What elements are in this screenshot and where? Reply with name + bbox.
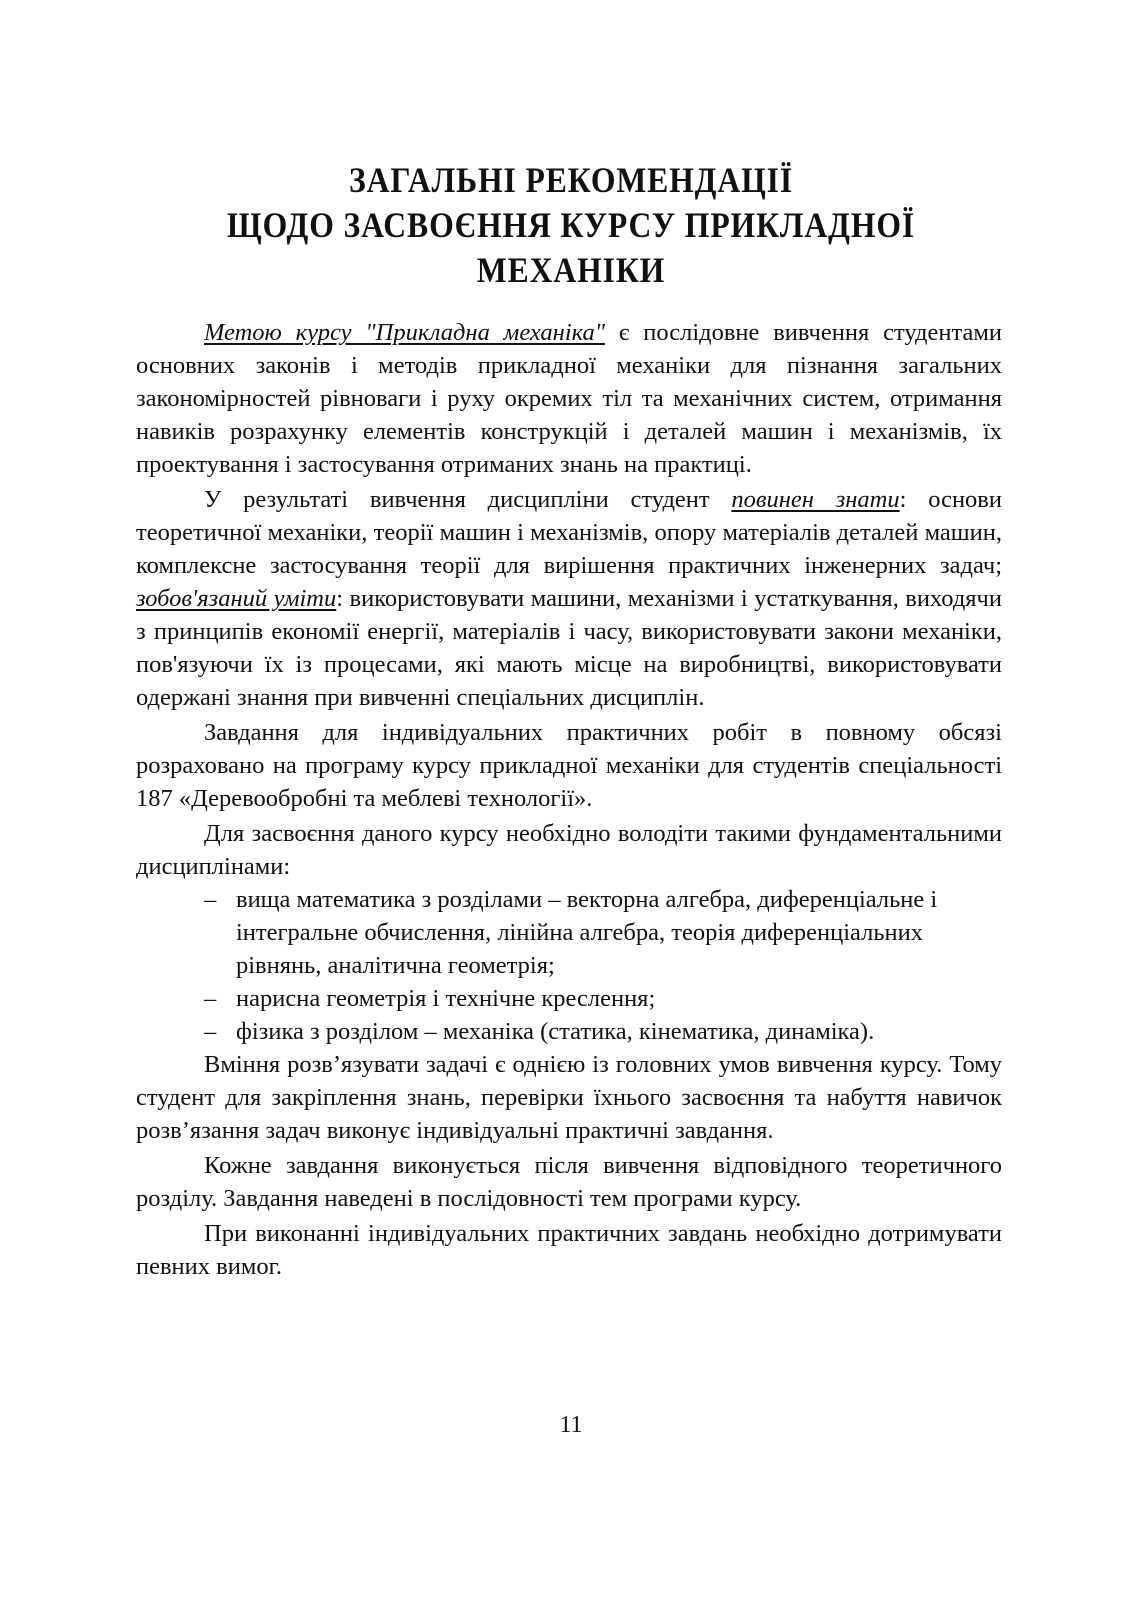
document-body (136, 316, 1002, 1283)
title-line-1: ЗАГАЛЬНІ РЕКОМЕНДАЦІЇ (348, 160, 794, 200)
paragraph-text: є послідовне вивчення студентами основних законів і методів прикладної механіки для пізнання загальних закономірностей рівноваги і руху окремих тіл та механічних систем, отримання навиків розрахунку елементів конструкцій і деталей машин і механізмів, їх проектування і застосування отриманих знань на практиці. (136, 319, 1003, 478)
paragraph-assignments-scope (136, 716, 1002, 815)
paragraph-requirements (136, 1217, 1002, 1283)
emphasis-must-know: повинен знати (731, 486, 900, 513)
paragraph-course-goal (136, 316, 1002, 481)
dash-bullet-icon: – (204, 985, 217, 1012)
paragraph-text: У результаті вивчення дисципліни студент (204, 486, 732, 513)
paragraph-task-order (136, 1149, 1002, 1215)
paragraph-learning-outcomes (136, 483, 1002, 714)
paragraph-text: При виконанні індивідуальних практичних завдань необхідно дотримувати певних вимог. (136, 1220, 1002, 1280)
paragraph-text: Вміння розв’язувати задачі є однією із головних умов вивчення курсу. Тому студент для закріплення знань, перевірки їхнього засвоєння та набуття навичок розв’язання задач виконує індивідуальні практичні завдання. (136, 1051, 1002, 1144)
paragraph-prerequisites (136, 817, 1002, 883)
emphasis-course-goal: Метою курсу "Прикладна механіка" (204, 319, 606, 346)
prerequisite-list (136, 883, 1002, 1048)
title-line-2: ЩОДО ЗАСВОЄННЯ КУРСУ ПРИКЛАДНОЇ (226, 205, 916, 245)
paragraph-text: : використовувати машини, механізми і устаткування, виходячи з принципів економії енергії, матеріалів і часу, використовувати закони механіки, пов'язуючи їх із процесами, які мають місце на виробництві, використовувати одержані знання при вивченні спеціальних дисциплін. (136, 585, 1002, 711)
title-line-3: МЕХАНІКИ (476, 250, 666, 290)
paragraph-text: Для засвоєння даного курсу необхідно володіти такими фундаментальними дисциплінами: (136, 820, 1002, 880)
list-item-text: нарисна геометрія і технічне креслення; (236, 985, 656, 1012)
paragraph-text: Завдання для індивідуальних практичних робіт в повному обсязі розраховано на програму курсу прикладної механіки для студентів спеціальності 187 «Деревообробні та меблеві технології». (136, 719, 1002, 812)
list-item-text: вища математика з розділами – векторна алгебра, диференціальне і інтегральне обчислення, лінійна алгебра, теорія диференціальних рівнянь, аналітична геометрія; (236, 886, 938, 979)
list-item (136, 1015, 1002, 1048)
page-number: 11 (559, 1412, 583, 1438)
paragraph-text: : основи теоретичної механіки, теорії машин і механізмів, опору матеріалів деталей машин, комплексне застосування теорії для вирішення практичних інженерних задач; (136, 486, 1002, 579)
dash-bullet-icon: – (204, 886, 217, 913)
list-item (136, 982, 1002, 1015)
list-item-text: фізика з розділом – механіка (статика, кінематика, динаміка). (236, 1018, 875, 1045)
page-title (192, 158, 951, 293)
paragraph-text: Кожне завдання виконується після вивчення відповідного теоретичного розділу. Завдання наведені в послідовності тем програми курсу. (136, 1152, 1002, 1212)
list-item (136, 883, 1002, 982)
dash-bullet-icon: – (204, 1018, 217, 1045)
emphasis-must-be-able: зобов'язаний уміти (136, 585, 337, 612)
paragraph-problem-solving (136, 1048, 1002, 1147)
